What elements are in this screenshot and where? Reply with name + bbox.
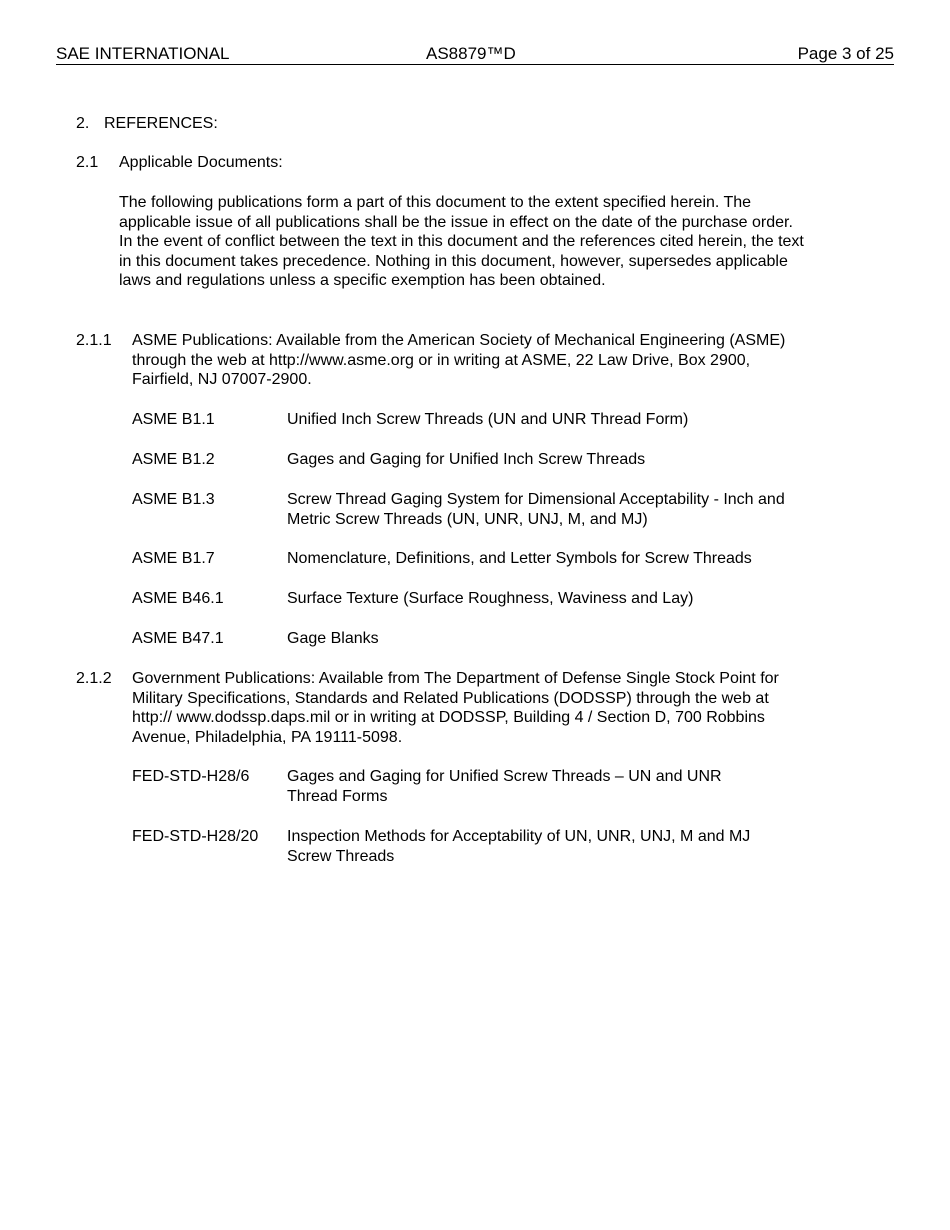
asme-paragraph: ASME Publications: Available from the American Society of Mechanical Engineering (ASME) through the web at http://www.asme.org or in writing at ASME, 22 Law Drive, Box 2900, Fairfield, NJ 07007-2900.	[132, 332, 786, 389]
subsection-number: 2.1.2	[76, 670, 112, 687]
government-paragraph: Government Publications: Available from The Department of Defense Single Stock Point for Military Specifications, Standards and Related Publications (DODSSP) through the web at http:// www.dodssp.daps.mil or in writing at DODSSP, Building 4 / Section D, 700 Robbins Avenue, Philadelphia, PA 19111-5098.	[132, 670, 779, 746]
reference-title: Gages and Gaging for Unified Screw Threads – UN and UNR Thread Forms	[287, 768, 722, 805]
page-header	[56, 44, 894, 65]
applicable-paragraph: The following publications form a part of this document to the extent specified herein. The applicable issue of all publications shall be the issue in effect on the date of the purchase order. In the event of conflict between the text in this document and the references cited herein, the text in this document takes precedence. Nothing in this document, however, supersedes applicable laws and regulations unless a specific exemption has been obtained.	[119, 194, 804, 290]
section-heading	[76, 114, 218, 134]
reference-code: FED-STD-H28/6	[132, 768, 250, 785]
reference-title: Gage Blanks	[287, 630, 379, 647]
header-doc-id: AS8879™D	[426, 44, 516, 63]
subsection-number: 2.1.1	[76, 332, 112, 349]
reference-title: Inspection Methods for Acceptability of UN, UNR, UNJ, M and MJ Screw Threads	[287, 828, 751, 865]
reference-code: FED-STD-H28/20	[132, 828, 259, 845]
reference-title: Gages and Gaging for Unified Inch Screw Threads	[287, 451, 646, 468]
reference-title: Screw Thread Gaging System for Dimensional Acceptability - Inch and Metric Screw Threads (UN, UNR, UNJ, M, and MJ)	[287, 491, 785, 528]
reference-code: ASME B1.2	[132, 451, 215, 468]
reference-code: ASME B1.7	[132, 550, 215, 567]
reference-title: Nomenclature, Definitions, and Letter Symbols for Screw Threads	[287, 550, 752, 567]
reference-title: Unified Inch Screw Threads (UN and UNR Thread Form)	[287, 411, 689, 428]
reference-code: ASME B47.1	[132, 630, 224, 647]
section-number: 2.	[76, 115, 90, 132]
reference-code: ASME B1.3	[132, 491, 215, 508]
header-org: SAE INTERNATIONAL	[56, 44, 230, 63]
header-page-number: Page 3 of 25	[797, 44, 894, 63]
subsection-title: Applicable Documents:	[119, 154, 283, 171]
reference-code: ASME B1.1	[132, 411, 215, 428]
section-title: REFERENCES:	[104, 115, 218, 132]
reference-title: Surface Texture (Surface Roughness, Waviness and Lay)	[287, 590, 694, 607]
subsection-number: 2.1	[76, 154, 99, 171]
reference-code: ASME B46.1	[132, 590, 224, 607]
